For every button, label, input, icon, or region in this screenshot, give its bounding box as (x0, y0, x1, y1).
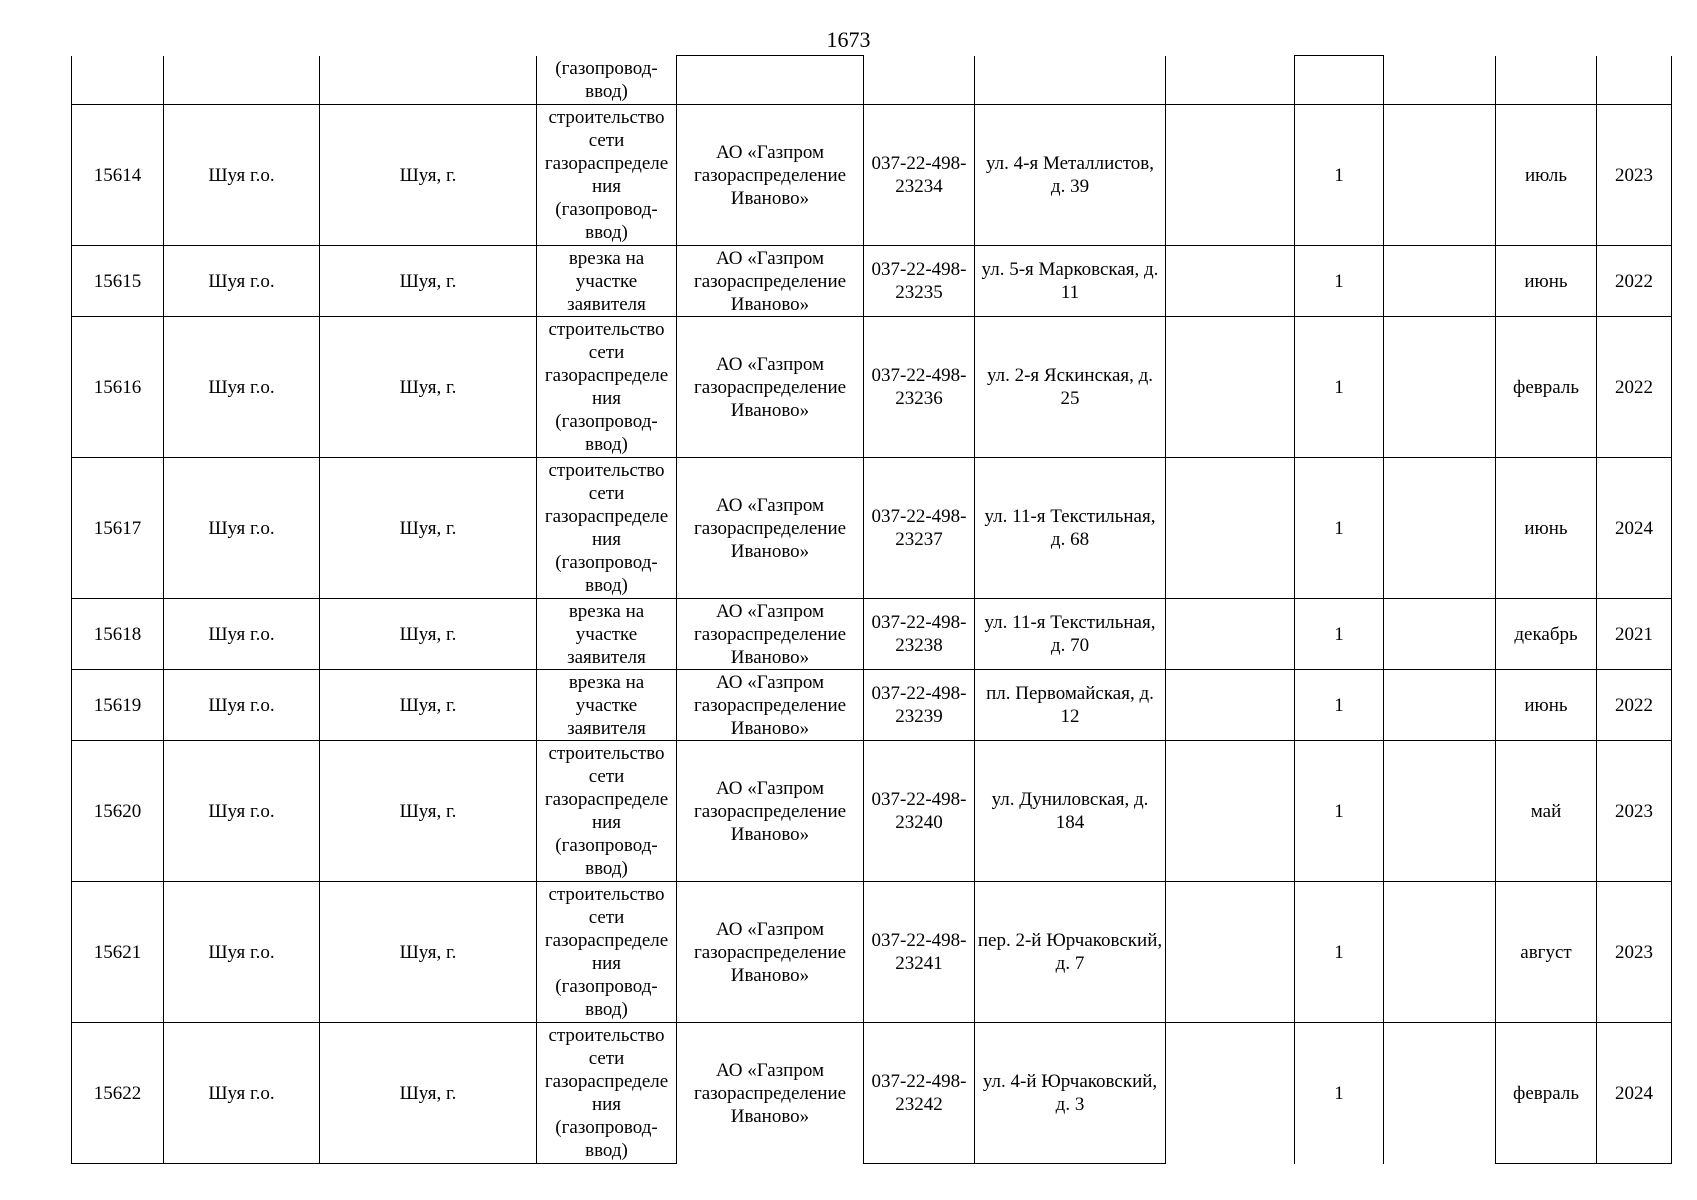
table-row (72, 317, 1672, 458)
cell-id: 15617 (72, 458, 164, 599)
table-body (72, 56, 1672, 1164)
cell-extra-1 (1166, 317, 1295, 458)
cell-extra-2 (1384, 882, 1496, 1023)
cell-extra-2 (1384, 105, 1496, 246)
cell-type: врезка на участке заявителя (537, 670, 677, 741)
cell-address: ул. 5-я Марковская, д. 11 (975, 246, 1166, 317)
cell-district: Шуя г.о. (164, 882, 320, 1023)
cell-id: 15614 (72, 105, 164, 246)
cell-district: Шуя г.о. (164, 458, 320, 599)
cell-district: Шуя г.о. (164, 741, 320, 882)
cell-extra-1 (1166, 458, 1295, 599)
cell-year: 2023 (1597, 741, 1672, 882)
cell-extra-2 (1384, 56, 1496, 105)
cell-month: август (1496, 882, 1597, 1023)
cell-address: ул. 11-я Текстильная, д. 68 (975, 458, 1166, 599)
cell-year: 2022 (1597, 246, 1672, 317)
cell-month: июль (1496, 105, 1597, 246)
cell-type: врезка на участке заявителя (537, 599, 677, 670)
cell-district: Шуя г.о. (164, 246, 320, 317)
cell-district: Шуя г.о. (164, 670, 320, 741)
cell-year: 2021 (1597, 599, 1672, 670)
cell-id: 15622 (72, 1023, 164, 1164)
table-row (72, 105, 1672, 246)
cell-locality: Шуя, г. (320, 1023, 537, 1164)
cell-code: 037-22-498-23242 (864, 1023, 975, 1164)
cell-count: 1 (1295, 599, 1384, 670)
cell-address: ул. 11-я Текстильная, д. 70 (975, 599, 1166, 670)
cell-locality: Шуя, г. (320, 246, 537, 317)
cell-year (1597, 56, 1672, 105)
cell-id: 15621 (72, 882, 164, 1023)
cell-code: 037-22-498-23240 (864, 741, 975, 882)
cell-district: Шуя г.о. (164, 317, 320, 458)
cell-extra-2 (1384, 458, 1496, 599)
cell-address: пл. Первомайская, д. 12 (975, 670, 1166, 741)
cell-type: строительство сети газораспределения (газопровод-ввод) (537, 741, 677, 882)
cell-org: АО «Газпром газораспределение Иваново» (677, 882, 864, 1023)
table-row (72, 741, 1672, 882)
cell-type: врезка на участке заявителя (537, 246, 677, 317)
cell-extra-2 (1384, 1023, 1496, 1164)
cell-year: 2024 (1597, 1023, 1672, 1164)
cell-month (1496, 56, 1597, 105)
cell-code: 037-22-498-23236 (864, 317, 975, 458)
table-row (72, 882, 1672, 1023)
cell-code: 037-22-498-23235 (864, 246, 975, 317)
cell-month: февраль (1496, 1023, 1597, 1164)
cell-org: АО «Газпром газораспределение Иваново» (677, 105, 864, 246)
cell-locality: Шуя, г. (320, 741, 537, 882)
cell-address: ул. 2-я Яскинская, д. 25 (975, 317, 1166, 458)
cell-id: 15618 (72, 599, 164, 670)
cell-locality (320, 56, 537, 105)
cell-count: 1 (1295, 458, 1384, 599)
cell-org: АО «Газпром газораспределение Иваново» (677, 317, 864, 458)
table-row (72, 670, 1672, 741)
cell-district: Шуя г.о. (164, 1023, 320, 1164)
cell-address: ул. 4-й Юрчаковский, д. 3 (975, 1023, 1166, 1164)
cell-count: 1 (1295, 105, 1384, 246)
table-row (72, 246, 1672, 317)
cell-year: 2023 (1597, 882, 1672, 1023)
cell-district (164, 56, 320, 105)
page-number: 1673 (826, 27, 871, 52)
cell-extra-1 (1166, 105, 1295, 246)
cell-code: 037-22-498-23241 (864, 882, 975, 1023)
cell-type: (газопровод- ввод) (537, 56, 677, 105)
cell-address: пер. 2-й Юрчаковский, д. 7 (975, 882, 1166, 1023)
cell-org: АО «Газпром газораспределение Иваново» (677, 246, 864, 317)
cell-month: февраль (1496, 317, 1597, 458)
cell-type: строительство сети газораспределения (газопровод-ввод) (537, 317, 677, 458)
cell-org (677, 56, 864, 105)
cell-type: строительство сети газораспределения (газопровод-ввод) (537, 882, 677, 1023)
cell-extra-2 (1384, 317, 1496, 458)
cell-locality: Шуя, г. (320, 458, 537, 599)
cell-count: 1 (1295, 741, 1384, 882)
cell-address (975, 56, 1166, 105)
cell-month: июнь (1496, 670, 1597, 741)
cell-code: 037-22-498-23234 (864, 105, 975, 246)
cell-id (72, 56, 164, 105)
cell-locality: Шуя, г. (320, 105, 537, 246)
table-row (72, 599, 1672, 670)
cell-address: ул. 4-я Металлистов, д. 39 (975, 105, 1166, 246)
registry-table (71, 55, 1672, 1164)
cell-district: Шуя г.о. (164, 599, 320, 670)
cell-org: АО «Газпром газораспределение Иваново» (677, 458, 864, 599)
cell-extra-2 (1384, 670, 1496, 741)
cell-type: строительство сети газораспределения (газопровод-ввод) (537, 105, 677, 246)
cell-code: 037-22-498-23238 (864, 599, 975, 670)
cell-month: июнь (1496, 246, 1597, 317)
cell-locality: Шуя, г. (320, 882, 537, 1023)
cell-extra-1 (1166, 56, 1295, 105)
cell-year: 2022 (1597, 670, 1672, 741)
cell-count: 1 (1295, 882, 1384, 1023)
cell-count: 1 (1295, 317, 1384, 458)
cell-locality: Шуя, г. (320, 317, 537, 458)
cell-year: 2023 (1597, 105, 1672, 246)
cell-org: АО «Газпром газораспределение Иваново» (677, 741, 864, 882)
cell-id: 15619 (72, 670, 164, 741)
cell-month: май (1496, 741, 1597, 882)
cell-id: 15615 (72, 246, 164, 317)
cell-count: 1 (1295, 670, 1384, 741)
cell-code: 037-22-498-23237 (864, 458, 975, 599)
cell-org: АО «Газпром газораспределение Иваново» (677, 1023, 864, 1164)
cell-month: июнь (1496, 458, 1597, 599)
cell-extra-1 (1166, 599, 1295, 670)
table-row-continued (72, 56, 1672, 105)
cell-locality: Шуя, г. (320, 599, 537, 670)
cell-extra-2 (1384, 741, 1496, 882)
cell-extra-1 (1166, 246, 1295, 317)
cell-district: Шуя г.о. (164, 105, 320, 246)
cell-address: ул. Дуниловская, д. 184 (975, 741, 1166, 882)
table-row (72, 458, 1672, 599)
cell-year: 2022 (1597, 317, 1672, 458)
cell-type: строительство сети газораспределения (газопровод-ввод) (537, 1023, 677, 1164)
cell-count (1295, 56, 1384, 105)
cell-extra-1 (1166, 1023, 1295, 1164)
cell-extra-2 (1384, 246, 1496, 317)
cell-month: декабрь (1496, 599, 1597, 670)
cell-count: 1 (1295, 1023, 1384, 1164)
cell-org: АО «Газпром газораспределение Иваново» (677, 599, 864, 670)
cell-extra-2 (1384, 599, 1496, 670)
cell-id: 15616 (72, 317, 164, 458)
cell-count: 1 (1295, 246, 1384, 317)
cell-type: строительство сети газораспределения (газопровод-ввод) (537, 458, 677, 599)
cell-org: АО «Газпром газораспределение Иваново» (677, 670, 864, 741)
cell-code: 037-22-498-23239 (864, 670, 975, 741)
cell-year: 2024 (1597, 458, 1672, 599)
cell-id: 15620 (72, 741, 164, 882)
table-row (72, 1023, 1672, 1164)
cell-extra-1 (1166, 882, 1295, 1023)
cell-extra-1 (1166, 741, 1295, 882)
cell-locality: Шуя, г. (320, 670, 537, 741)
cell-code (864, 56, 975, 105)
cell-extra-1 (1166, 670, 1295, 741)
